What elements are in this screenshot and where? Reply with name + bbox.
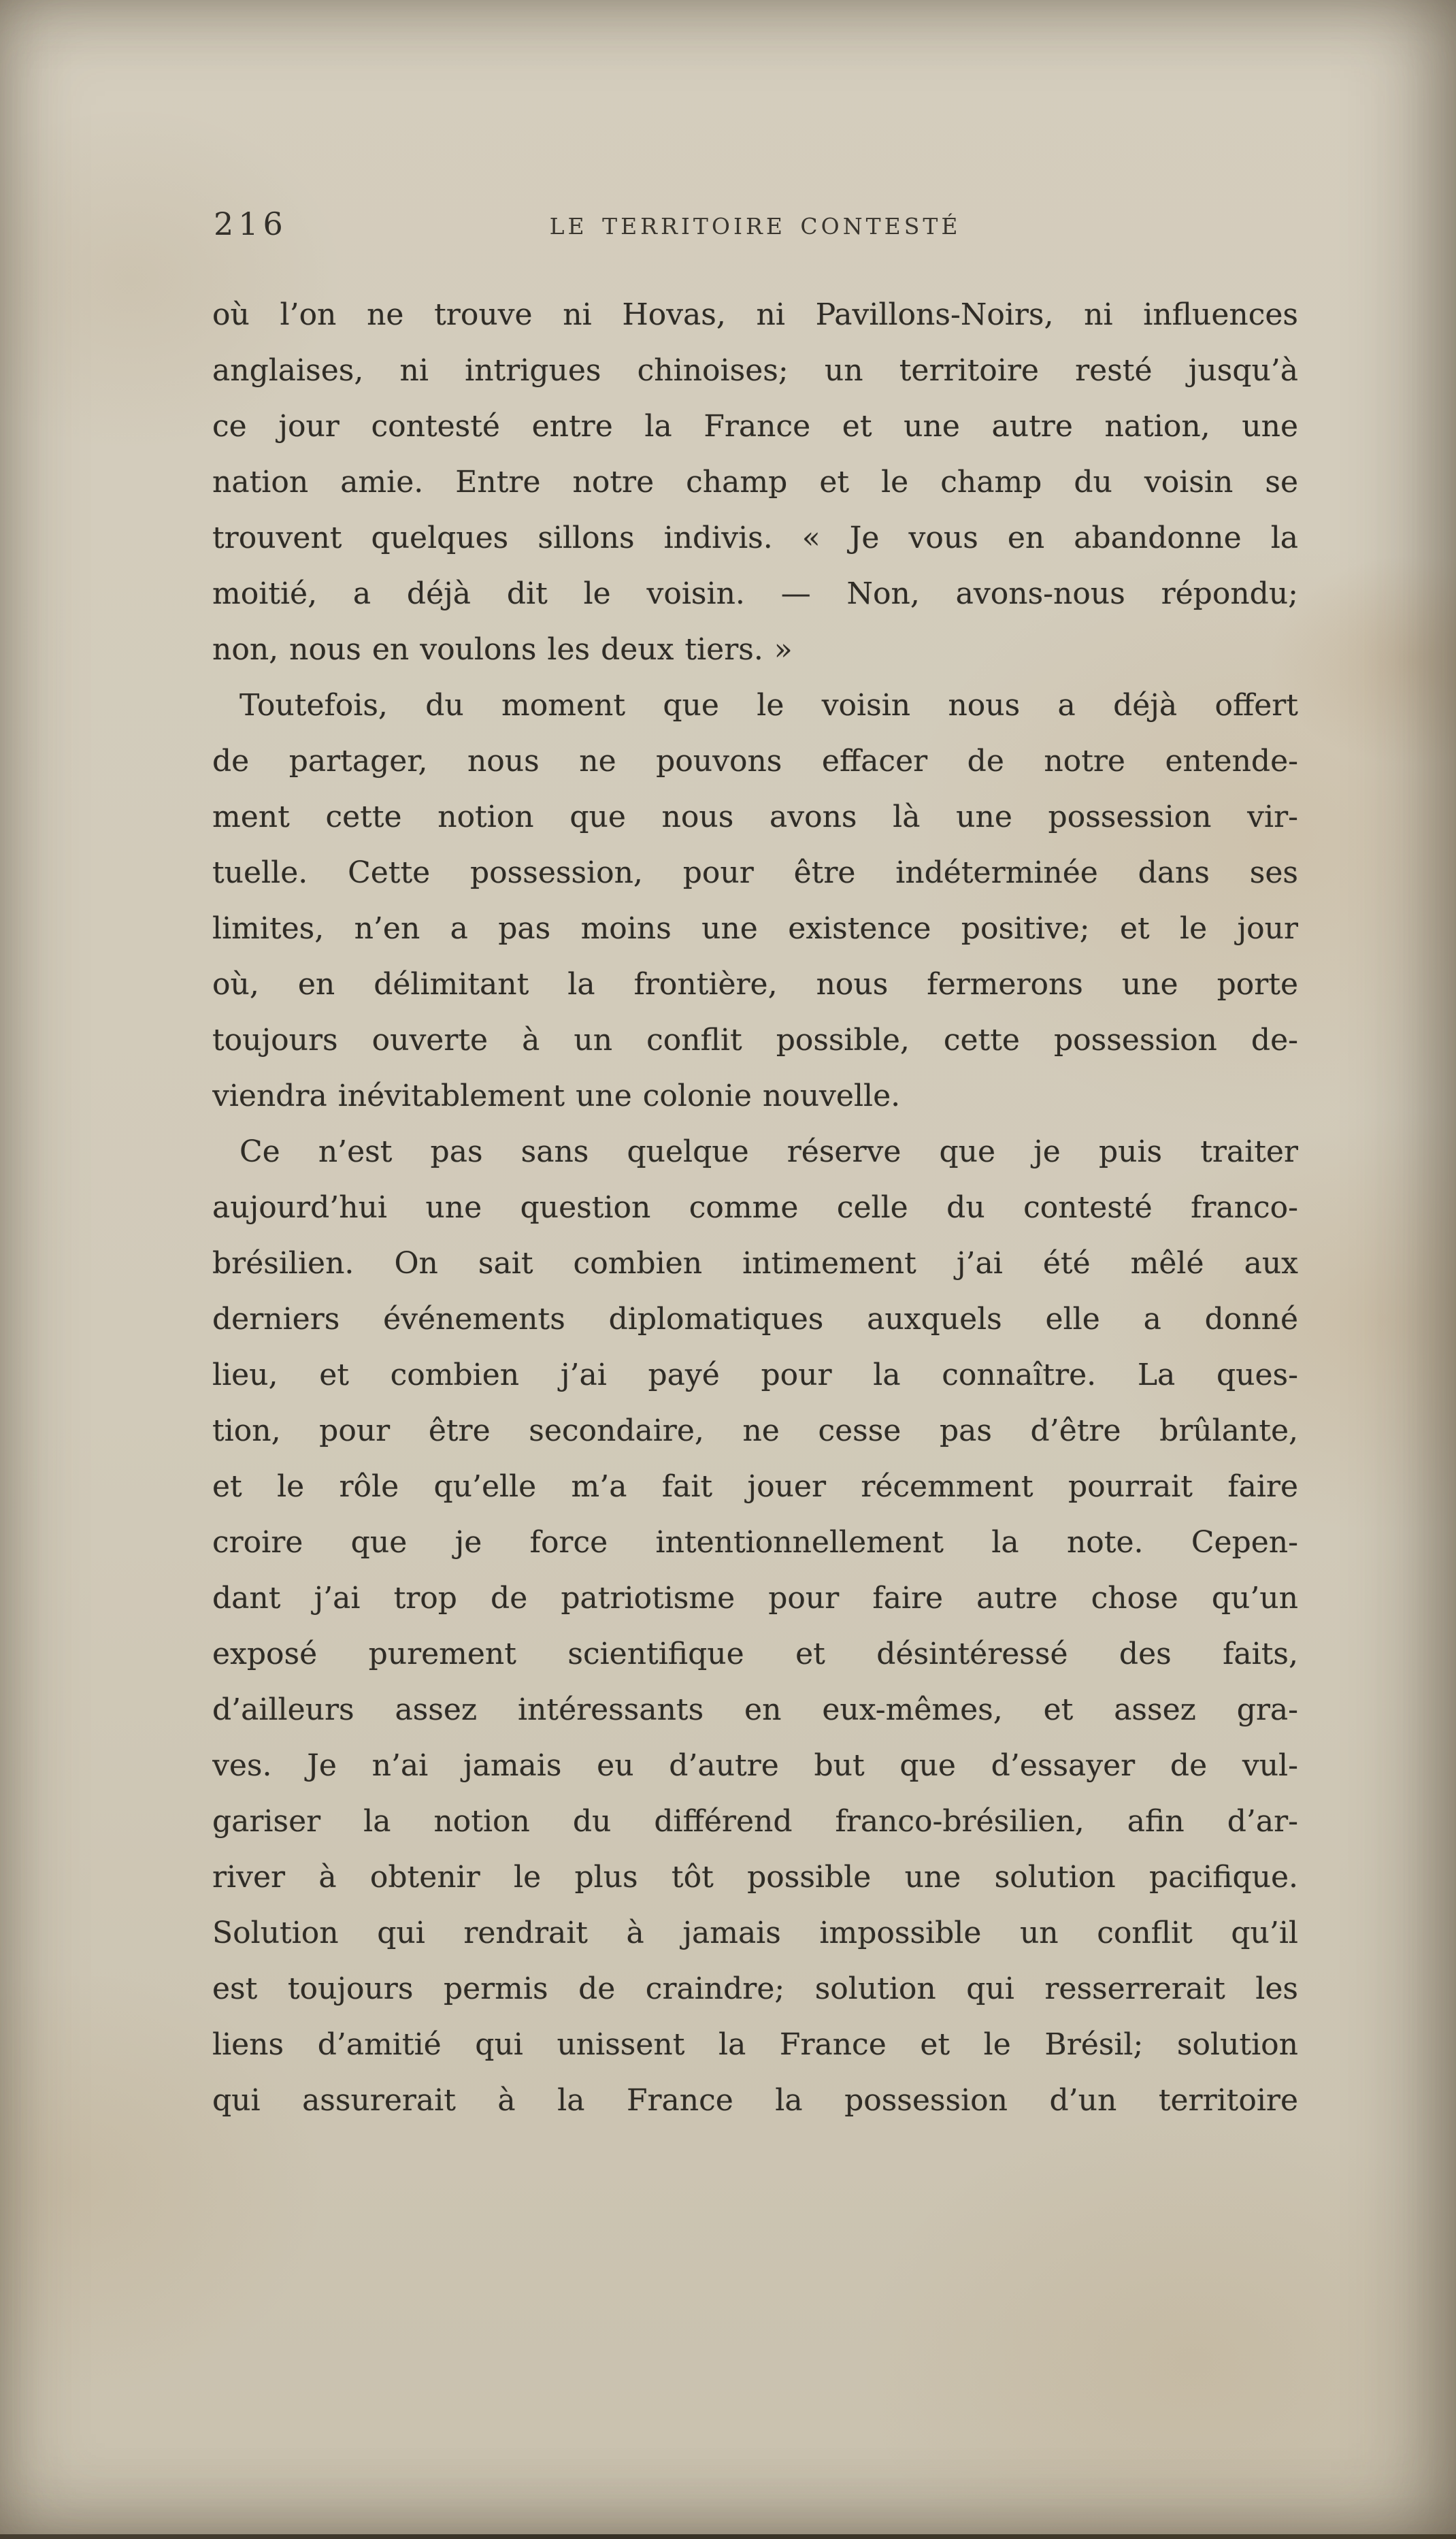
text-line: où, en délimitant la frontière, nous fermerons une porte	[212, 967, 1298, 1002]
text-line: brésilien. On sait combien intimement j’ai été mêlé aux	[212, 1246, 1298, 1281]
text-line: limites, n’en a pas moins une existence positive; et le jour	[212, 911, 1298, 946]
scan-bottom-edge	[0, 2534, 1456, 2539]
text-line: tion, pour être secondaire, ne cesse pas d’être brûlante,	[212, 1413, 1298, 1448]
text-line: Solution qui rendrait à jamais impossible un conflit qu’il	[212, 1916, 1298, 1950]
running-header	[212, 206, 1298, 248]
text-line: anglaises, ni intrigues chinoises; un territoire resté jusqu’à	[212, 353, 1298, 388]
text-line: non, nous en voulons les deux tiers. »	[212, 632, 793, 667]
text-line: nation amie. Entre notre champ et le champ du voisin se	[212, 465, 1298, 499]
text-line: qui assurerait à la France la possession d’un territoire	[212, 2083, 1298, 2118]
text-line: de partager, nous ne pouvons effacer de notre entende-	[212, 744, 1298, 779]
text-line: tuelle. Cette possession, pour être indéterminée dans ses	[212, 855, 1298, 890]
text-line: liens d’amitié qui unissent la France et le Brésil; solution	[212, 2027, 1298, 2062]
page-number: 216	[214, 206, 288, 242]
text-line: dant j’ai trop de patriotisme pour faire autre chose qu’un	[212, 1581, 1298, 1616]
text-line: ce jour contesté entre la France et une autre nation, une	[212, 409, 1298, 444]
text-line: gariser la notion du différend franco-brésilien, afin d’ar-	[212, 1804, 1298, 1839]
text-line: moitié, a déjà dit le voisin. — Non, avons-nous répondu;	[212, 576, 1298, 611]
text-line: ment cette notion que nous avons là une possession vir-	[212, 800, 1298, 834]
text-line: d’ailleurs assez intéressants en eux-mêmes, et assez gra-	[212, 1692, 1298, 1727]
running-title: LE TERRITOIRE CONTESTÉ	[549, 213, 961, 240]
text-line: croire que je force intentionnellement la note. Cepen-	[212, 1525, 1298, 1560]
text-line: ves. Je n’ai jamais eu d’autre but que d’essayer de vul-	[212, 1748, 1298, 1783]
text-line: river à obtenir le plus tôt possible une solution pacifique.	[212, 1860, 1298, 1895]
text-line: est toujours permis de craindre; solution qui resserrerait les	[212, 1971, 1298, 2006]
text-line: et le rôle qu’elle m’a fait jouer récemment pourrait faire	[212, 1469, 1298, 1504]
text-line: derniers événements diplomatiques auxquels elle a donné	[212, 1302, 1298, 1337]
text-line: Toutefois, du moment que le voisin nous a déjà offert	[239, 688, 1298, 723]
text-line: aujourd’hui une question comme celle du contesté franco-	[212, 1190, 1298, 1225]
text-line: exposé purement scientifique et désintéressé des faits,	[212, 1637, 1298, 1671]
text-block	[212, 287, 1298, 2129]
text-line: viendra inévitablement une colonie nouvelle.	[212, 1079, 901, 1113]
text-line: lieu, et combien j’ai payé pour la connaître. La ques-	[212, 1358, 1298, 1392]
text-line: trouvent quelques sillons indivis. « Je vous en abandonne la	[212, 521, 1298, 555]
page-content	[212, 206, 1298, 2129]
text-line: où l’on ne trouve ni Hovas, ni Pavillons-Noirs, ni influences	[212, 297, 1298, 332]
text-line: toujours ouverte à un conflit possible, cette possession de-	[212, 1023, 1298, 1058]
text-line: Ce n’est pas sans quelque réserve que je puis traiter	[239, 1134, 1298, 1169]
